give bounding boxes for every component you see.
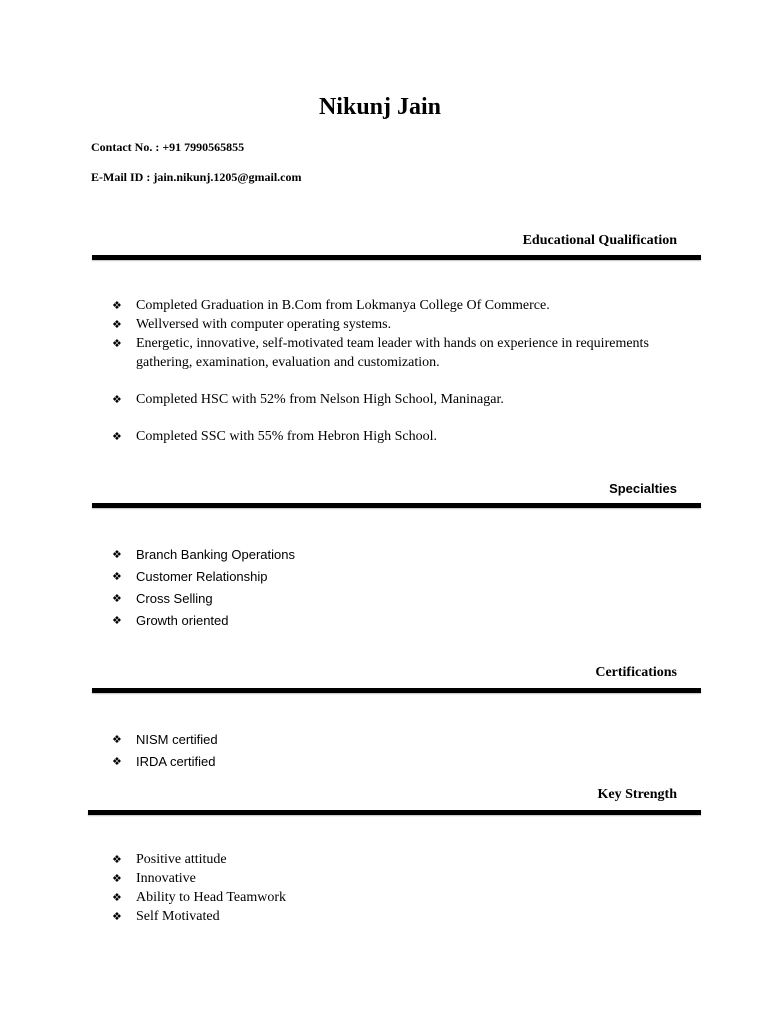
list-item: ❖ Completed HSC with 52% from Nelson High School, Maninagar. — [112, 392, 504, 407]
diamond-bullet-icon: ❖ — [112, 548, 122, 561]
section-heading-education: Educational Qualification — [522, 233, 677, 248]
diamond-bullet-icon: ❖ — [112, 393, 122, 406]
list-item: ❖ Innovative — [112, 871, 196, 886]
list-item: ❖ Wellversed with computer operating systems. — [112, 317, 392, 332]
key-strength-list — [112, 850, 672, 926]
resume-name: Nikunj Jain — [318, 94, 442, 120]
section-divider — [92, 688, 701, 693]
diamond-bullet-icon: ❖ — [112, 891, 122, 904]
list-item: ❖ IRDA certified — [112, 751, 672, 773]
list-item: ❖ Positive attitude — [112, 852, 227, 867]
list-item: ❖ Customer Relationship — [112, 566, 672, 588]
specialties-list — [112, 544, 672, 632]
section-divider — [92, 503, 701, 508]
list-item: ❖ Growth oriented — [112, 610, 672, 632]
section-divider — [92, 255, 701, 260]
diamond-bullet-icon: ❖ — [112, 430, 122, 443]
section-heading-certifications: Certifications — [595, 665, 677, 680]
certifications-list — [112, 729, 672, 773]
list-item: ❖ Ability to Head Teamwork — [112, 890, 287, 905]
diamond-bullet-icon: ❖ — [112, 318, 122, 331]
list-item: ❖ Self Motivated — [112, 909, 220, 924]
diamond-bullet-icon: ❖ — [112, 755, 122, 768]
list-item: ❖ Completed Graduation in B.Com from Lokmanya College Of Commerce. — [112, 298, 550, 313]
diamond-bullet-icon: ❖ — [112, 592, 122, 605]
diamond-bullet-icon: ❖ — [112, 853, 122, 866]
list-item: ❖ NISM certified — [112, 729, 672, 751]
email-address: E-Mail ID : jain.nikunj.1205@gmail.com — [91, 170, 302, 184]
diamond-bullet-icon: ❖ — [112, 570, 122, 583]
section-heading-key-strength: Key Strength — [597, 787, 677, 802]
education-list — [112, 296, 672, 446]
diamond-bullet-icon: ❖ — [112, 733, 122, 746]
section-divider — [88, 810, 701, 815]
contact-number: Contact No. : +91 7990565855 — [91, 140, 245, 154]
diamond-bullet-icon: ❖ — [112, 299, 122, 312]
diamond-bullet-icon: ❖ — [112, 910, 122, 923]
diamond-bullet-icon: ❖ — [112, 614, 122, 627]
list-item: ❖ Energetic, innovative, self-motivated team leader with hands on experience in requirements gathering, examination, evaluation and customization. — [112, 336, 649, 370]
diamond-bullet-icon: ❖ — [112, 872, 122, 885]
section-heading-specialties: Specialties — [609, 481, 677, 496]
list-item: ❖ Completed SSC with 55% from Hebron High School. — [112, 429, 437, 444]
list-item: ❖ Branch Banking Operations — [112, 544, 672, 566]
list-item: ❖ Cross Selling — [112, 588, 672, 610]
diamond-bullet-icon: ❖ — [112, 337, 122, 350]
